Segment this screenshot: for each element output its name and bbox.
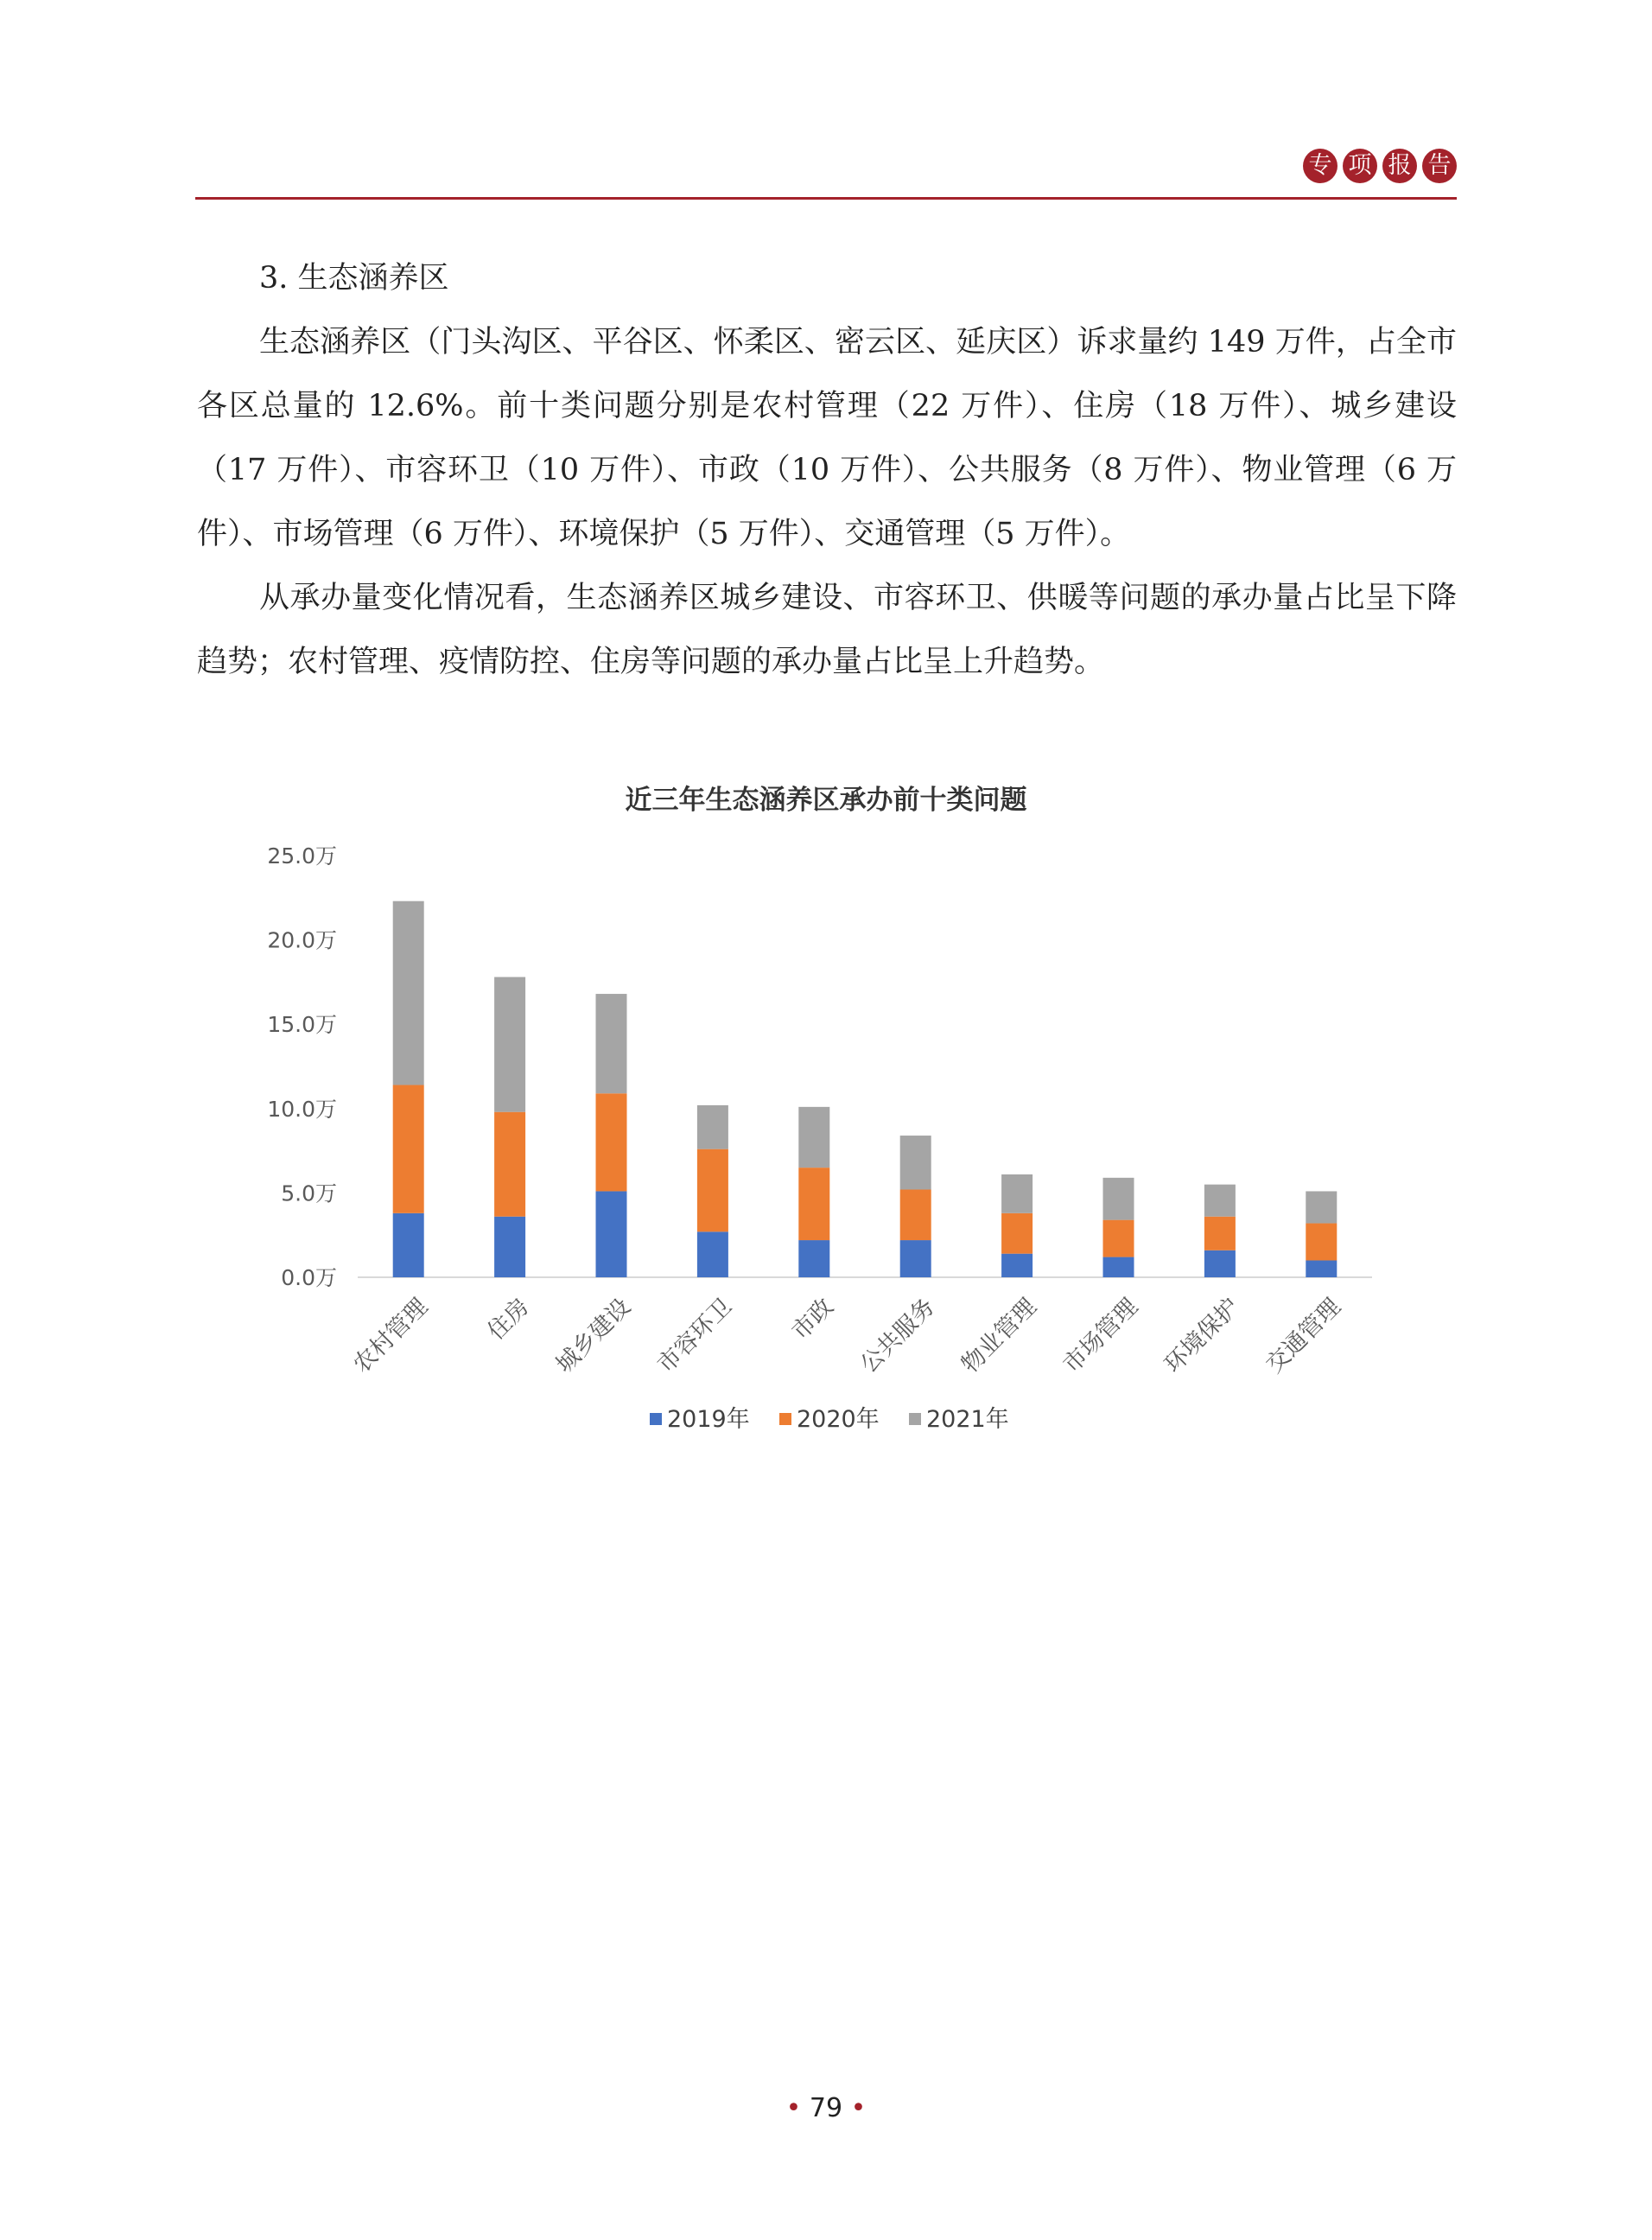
section-heading: 3. 生态涵养区	[259, 261, 449, 296]
y-tick-label: 25.0万	[267, 843, 337, 869]
section-tag-char: 项	[1343, 149, 1377, 183]
bar-segment-2	[697, 1149, 728, 1232]
section-tag	[1303, 149, 1457, 183]
y-tick-label: 20.0万	[267, 927, 337, 953]
section-tag-char: 报	[1382, 149, 1417, 183]
legend-label: 2020年	[797, 1406, 880, 1433]
x-tick-label: 市容环卫	[652, 1293, 738, 1378]
bar-segment-2	[1001, 1213, 1032, 1254]
stacked-bar-chart	[0, 760, 1652, 1469]
bar-segment-3	[900, 1136, 931, 1189]
bar-segment-2	[798, 1168, 829, 1240]
y-tick-label: 5.0万	[281, 1180, 337, 1206]
legend-swatch-1	[650, 1413, 662, 1425]
page-dot-right: •	[850, 2093, 867, 2123]
x-tick-label: 环境保护	[1160, 1293, 1245, 1378]
x-tick-label: 交通管理	[1261, 1293, 1346, 1378]
y-tick-label: 15.0万	[267, 1012, 337, 1038]
chart-title: 近三年生态涵养区承办前十类问题	[625, 785, 1027, 816]
bar-segment-1	[1103, 1257, 1134, 1277]
bar-segment-3	[1204, 1185, 1236, 1217]
paragraph-summary: 生态涵养区（门头沟区、平谷区、怀柔区、密云区、延庆区）诉求量约 149 万件，占全市各区总量的 12.6%。前十类问题分别是农村管理（22 万件）、住房（18 万件）、城乡建设（17 万件）、市容环卫（10 万件）、市政（10 万件）、公共服务（8 万件）、物业管理（6 万件）、市场管理（6 万件）、环境保护（5 万件）、交通管理（5 万件）。	[197, 325, 1457, 551]
y-tick-label: 10.0万	[267, 1096, 337, 1122]
bar-segment-2	[1204, 1217, 1236, 1250]
y-tick-label: 0.0万	[281, 1265, 337, 1290]
bar-segment-1	[1306, 1260, 1337, 1277]
bar-segment-1	[1204, 1250, 1236, 1277]
bar-segment-1	[697, 1231, 728, 1277]
page-number	[0, 2093, 1652, 2123]
bar-segment-2	[393, 1085, 424, 1212]
bar-segment-2	[596, 1093, 627, 1191]
bar-segment-1	[393, 1213, 424, 1277]
bar-segment-2	[1306, 1224, 1337, 1261]
bar-segment-2	[1103, 1220, 1134, 1257]
x-tick-label: 住房	[482, 1293, 535, 1346]
section-tag-char: 告	[1422, 149, 1457, 183]
page-number-value: 79	[809, 2093, 843, 2123]
bar-segment-1	[596, 1191, 627, 1277]
x-tick-label: 农村管理	[347, 1293, 434, 1378]
header-divider	[195, 197, 1457, 200]
main-content	[197, 246, 1457, 694]
legend-swatch-3	[909, 1413, 921, 1425]
bar-segment-3	[1001, 1174, 1032, 1213]
x-tick-label: 市政	[786, 1293, 839, 1346]
bar-segment-3	[1103, 1178, 1134, 1220]
page-dot-left: •	[785, 2093, 802, 2123]
bar-segment-3	[393, 901, 424, 1085]
x-tick-label: 物业管理	[956, 1293, 1042, 1378]
x-tick-label: 城乡建设	[550, 1293, 637, 1378]
legend-swatch-2	[779, 1413, 791, 1425]
legend-label: 2019年	[667, 1406, 750, 1433]
bar-segment-3	[596, 994, 627, 1093]
bar-segment-1	[1001, 1254, 1032, 1277]
bar-segment-2	[494, 1112, 525, 1217]
x-tick-label: 市场管理	[1058, 1293, 1144, 1378]
legend-label: 2021年	[926, 1406, 1009, 1433]
paragraph-trend: 从承办量变化情况看，生态涵养区城乡建设、市容环卫、供暖等问题的承办量占比呈下降趋势；农村管理、疫情防控、住房等问题的承办量占比呈上升趋势。	[197, 581, 1457, 679]
x-tick-label: 公共服务	[855, 1293, 941, 1378]
bar-segment-3	[697, 1105, 728, 1149]
section-tag-char: 专	[1303, 149, 1337, 183]
bar-segment-1	[494, 1217, 525, 1277]
bar-segment-1	[900, 1240, 931, 1277]
bar-segment-3	[1306, 1191, 1337, 1223]
bar-segment-2	[900, 1189, 931, 1240]
bar-segment-3	[494, 977, 525, 1112]
bar-segment-3	[798, 1107, 829, 1168]
bar-segment-1	[798, 1240, 829, 1277]
